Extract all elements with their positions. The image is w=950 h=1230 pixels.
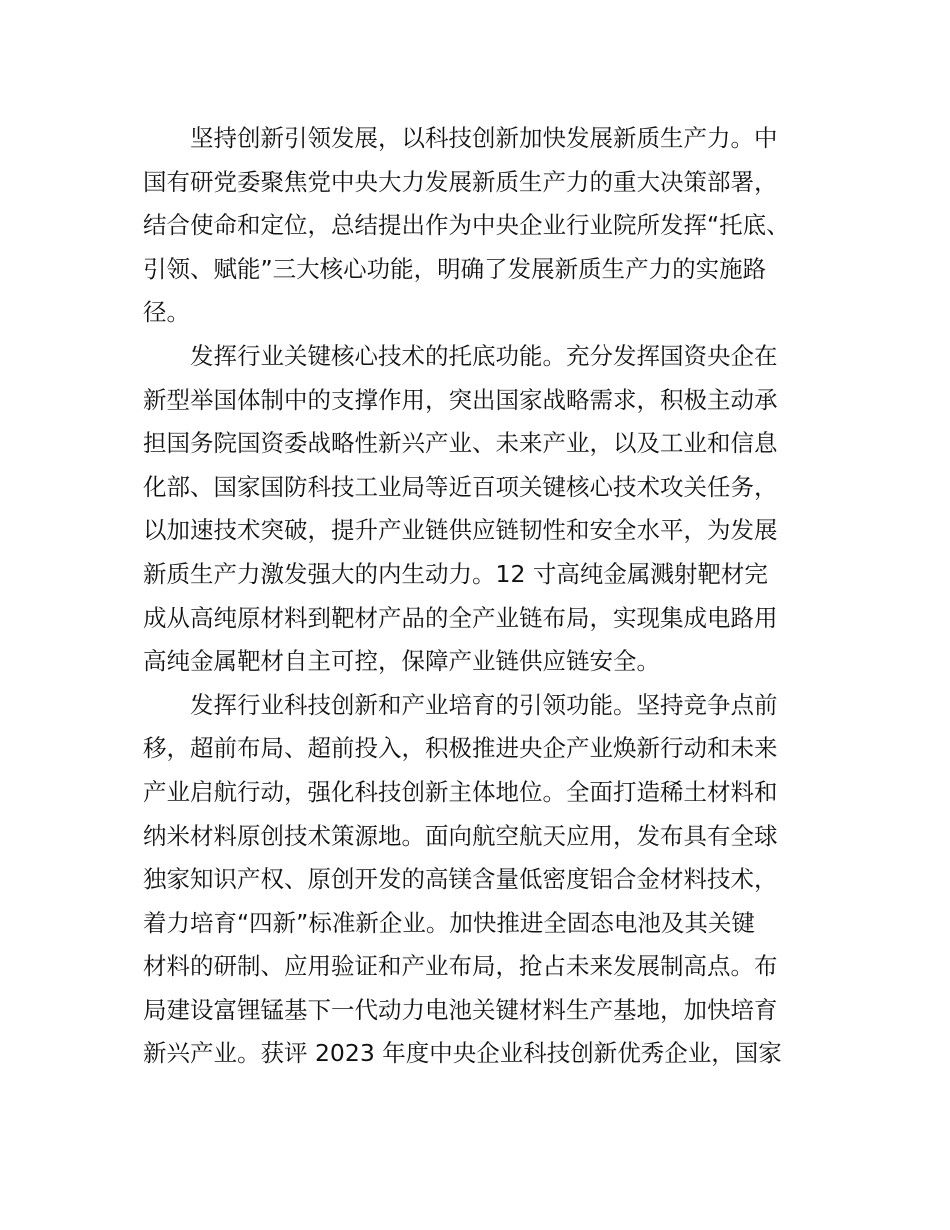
paragraph-line: 高纯金属靶材自主可控，保障产业链供应链安全。	[143, 647, 660, 676]
paragraph-line: 化部、国家国防科技工业局等近百项关键核心技术攻关任务，	[143, 472, 778, 501]
paragraph-line: 引领、赋能”三大核心功能，明确了发展新质生产力的实施路	[143, 254, 767, 283]
paragraph-line: 新兴产业。获评 2023 年度中央企业科技创新优秀企业，国家	[143, 1039, 782, 1068]
paragraph-line: 着力培育“四新”标准新企业。加快推进全固态电池及其关键	[143, 908, 755, 937]
paragraph-line: 新质生产力激发强大的内生动力。12 寸高纯金属溅射靶材完	[143, 559, 768, 588]
paragraph-3	[143, 684, 813, 1076]
paragraph-line: 成从高纯原材料到靶材产品的全产业链布局，实现集成电路用	[143, 603, 778, 632]
paragraph-line: 径。	[143, 298, 190, 327]
paragraph-line: 担国务院国资委战略性新兴产业、未来产业，以及工业和信息	[143, 429, 778, 458]
paragraph-line: 以加速技术突破，提升产业链供应链韧性和安全水平，为发展	[143, 516, 778, 545]
paragraph-line: 国有研党委聚焦党中央大力发展新质生产力的重大决策部署，	[143, 167, 778, 196]
paragraph-line: 纳米材料原创技术策源地。面向航空航天应用，发布具有全球	[143, 821, 778, 850]
document-body	[143, 117, 813, 1076]
paragraph-line: 独家知识产权、原创开发的高镁含量低密度铝合金材料技术，	[143, 865, 778, 894]
paragraph-line: 移，超前布局、超前投入，积极推进央企产业焕新行动和未来	[143, 734, 778, 763]
paragraph-1	[143, 117, 813, 335]
paragraph-line: 局建设富锂锰基下一代动力电池关键材料生产基地，加快培育	[143, 995, 778, 1024]
paragraph-line: 结合使命和定位，总结提出作为中央企业行业院所发挥“托底、	[143, 211, 790, 240]
paragraph-line: 坚持创新引领发展，以科技创新加快发展新质生产力。中	[190, 124, 778, 152]
paragraph-line: 新型举国体制中的支撑作用，突出国家战略需求，积极主动承	[143, 385, 778, 414]
paragraph-line: 发挥行业科技创新和产业培育的引领功能。坚持竞争点前	[190, 690, 778, 719]
paragraph-line: 产业启航行动，强化科技创新主体地位。全面打造稀土材料和	[143, 777, 778, 806]
paragraph-2	[143, 335, 813, 684]
paragraph-line: 材料的研制、应用验证和产业布局，抢占未来发展制高点。布	[143, 952, 778, 981]
paragraph-line: 发挥行业关键核心技术的托底功能。充分发挥国资央企在	[190, 341, 778, 370]
